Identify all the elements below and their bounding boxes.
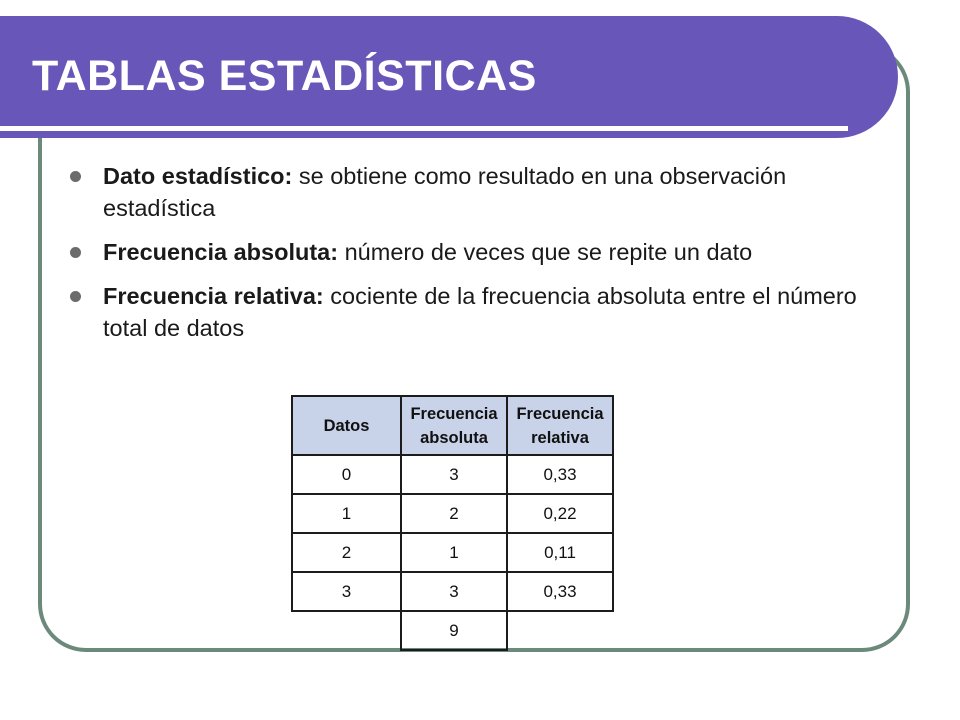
cell-dato: 0 xyxy=(292,455,401,494)
table-row xyxy=(292,533,613,572)
bullet-dot-icon xyxy=(70,247,81,258)
cell-frecuencia-absoluta: 2 xyxy=(401,494,507,533)
cell-dato: 2 xyxy=(292,533,401,572)
cell-frecuencia-relativa: 0,33 xyxy=(507,455,613,494)
empty-cell xyxy=(292,611,401,650)
bullet-dot-icon xyxy=(70,291,81,302)
bullet-item xyxy=(70,236,860,268)
slide-title: TABLAS ESTADÍSTICAS xyxy=(32,52,537,100)
header-line: relativa xyxy=(531,428,589,447)
bullet-term: Dato estadístico: xyxy=(103,163,293,189)
bullet-dot-icon xyxy=(70,171,81,182)
table-row xyxy=(292,455,613,494)
bullet-text: número de veces que se repite un dato xyxy=(338,239,753,265)
empty-cell xyxy=(507,611,613,650)
table-row xyxy=(292,572,613,611)
title-underline xyxy=(0,126,848,131)
bullet-item xyxy=(70,280,860,344)
bullet-text: cociente de la frecuencia absoluta entre el número total de datos xyxy=(103,283,857,341)
header-frecuencia-relativa xyxy=(507,396,613,455)
bullet-term: Frecuencia relativa: xyxy=(103,283,324,309)
cell-frecuencia-relativa: 0,22 xyxy=(507,494,613,533)
header-frecuencia-absoluta xyxy=(401,396,507,455)
table-header-row xyxy=(292,396,613,455)
table-total-row xyxy=(292,611,613,650)
cell-dato: 1 xyxy=(292,494,401,533)
bullet-item xyxy=(70,160,860,224)
cell-frecuencia-relativa: 0,33 xyxy=(507,572,613,611)
bullet-term: Frecuencia absoluta: xyxy=(103,239,339,265)
cell-frecuencia-relativa: 0,11 xyxy=(507,533,613,572)
cell-frecuencia-absoluta: 1 xyxy=(401,533,507,572)
cell-total: 9 xyxy=(401,611,507,650)
header-line: Frecuencia xyxy=(516,404,604,423)
bullet-list xyxy=(70,160,860,356)
header-datos-label: Datos xyxy=(323,416,370,435)
cell-dato: 3 xyxy=(292,572,401,611)
cell-frecuencia-absoluta: 3 xyxy=(401,572,507,611)
frequency-table xyxy=(291,395,614,651)
cell-frecuencia-absoluta: 3 xyxy=(401,455,507,494)
header-datos xyxy=(292,396,401,455)
table-row xyxy=(292,494,613,533)
header-line: absoluta xyxy=(420,428,488,447)
header-line: Frecuencia xyxy=(410,404,498,423)
bullet-text: se obtiene como resultado en una observación estadística xyxy=(103,163,787,221)
